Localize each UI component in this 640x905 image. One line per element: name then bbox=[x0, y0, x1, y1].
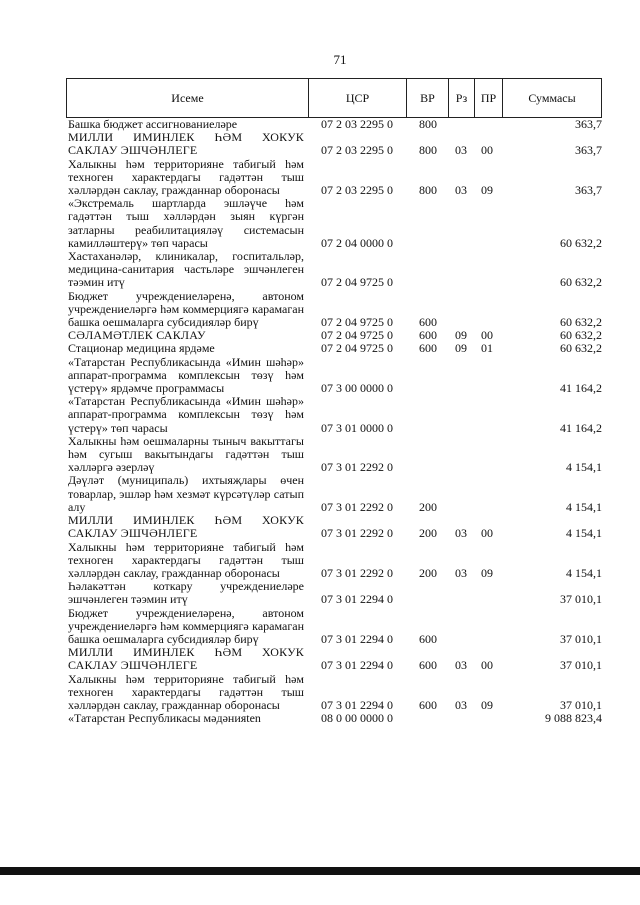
row-pr: 00 bbox=[481, 658, 493, 673]
table-row bbox=[68, 580, 602, 606]
row-name: «Татарстан Республикасында «Имин шәһәр» аппарат-программа комплексын төзү һәм үстерү» ярдәмче программасы bbox=[68, 354, 304, 396]
row-sum: 41 164,2 bbox=[560, 381, 602, 396]
row-pr: 09 bbox=[481, 183, 493, 198]
row-csr: 08 0 00 0000 0 bbox=[321, 711, 393, 726]
row-pr: 00 bbox=[481, 328, 493, 343]
row-sum: 37 010,1 bbox=[560, 658, 602, 673]
column-header-sum: Суммасы bbox=[528, 90, 576, 105]
row-sum: 41 164,2 bbox=[560, 420, 602, 435]
row-rz: 03 bbox=[455, 183, 467, 198]
row-sum: 60 632,2 bbox=[560, 341, 602, 356]
row-name: Бюджет учреждениеләренә, автоном учреждениеләргә һәм коммерциягә карамаган башка оешмаларга субсидияләр бирү bbox=[68, 605, 304, 646]
table-row bbox=[68, 395, 602, 435]
row-sum: 363,7 bbox=[575, 183, 602, 198]
row-sum: 37 010,1 bbox=[560, 631, 602, 646]
row-sum: 4 154,1 bbox=[566, 499, 602, 514]
row-name: Бюджет учреждениеләренә, автоном учреждениеләргә һәм коммерциягә карамаган башка оешмаларга субсидияләр бирү bbox=[68, 288, 304, 330]
table-row bbox=[68, 131, 602, 157]
row-sum: 9 088 823,4 bbox=[545, 711, 602, 726]
row-csr: 07 3 01 2294 0 bbox=[321, 658, 393, 673]
row-name: МИЛЛИ ИМИНЛЕК ҺӘМ ХОКУК САКЛАУ ЭШЧӘНЛЕГЕ bbox=[68, 645, 304, 673]
table-row bbox=[68, 712, 602, 725]
scan-edge-bar bbox=[0, 867, 640, 875]
row-sum: 363,7 bbox=[575, 143, 602, 158]
table-row bbox=[68, 158, 602, 198]
row-vr: 200 bbox=[419, 526, 437, 541]
row-name: «Экстремаль шартларда эшләүче һәм гадәттән тыш хәлләрдән зыян күргән затларны реабилитацияләү системасын камилләштерү» төп чарасы bbox=[68, 196, 304, 250]
row-sum: 363,7 bbox=[575, 117, 602, 131]
row-sum: 60 632,2 bbox=[560, 315, 602, 330]
column-header-csr: ЦСР bbox=[309, 79, 407, 117]
row-vr: 800 bbox=[419, 183, 437, 198]
row-pr: 09 bbox=[481, 565, 493, 580]
row-csr: 07 2 03 2295 0 bbox=[321, 117, 393, 131]
row-name: Халыкны һәм территорияне табигый һәм техноген характердагы гадәттән тыш хәлләрдән саклау, гражданнар оборонасы bbox=[68, 671, 304, 712]
row-csr: 07 3 01 2292 0 bbox=[321, 499, 393, 514]
row-vr: 600 bbox=[419, 697, 437, 712]
table-row bbox=[68, 646, 602, 672]
row-csr: 07 2 03 2295 0 bbox=[321, 183, 393, 198]
row-csr: 07 3 01 2292 0 bbox=[321, 460, 393, 475]
row-rz: 03 bbox=[455, 526, 467, 541]
row-csr: 07 2 04 9725 0 bbox=[321, 341, 393, 356]
row-name: Халыкны һәм территорияне табигый һәм техноген характердагы гадәттән тыш хәлләрдән саклау, гражданнар оборонасы bbox=[68, 156, 304, 198]
row-vr: 600 bbox=[419, 328, 437, 343]
row-csr: 07 3 01 2294 0 bbox=[321, 697, 393, 712]
row-csr: 07 2 04 9725 0 bbox=[321, 328, 393, 343]
table-row bbox=[68, 541, 602, 581]
row-vr: 600 bbox=[419, 315, 437, 330]
row-name: Халыкны һәм территорияне табигый һәм техноген характердагы гадәттән тыш хәлләрдән саклау, гражданнар оборонасы bbox=[68, 539, 304, 580]
row-vr: 600 bbox=[419, 658, 437, 673]
row-csr: 07 3 01 2294 0 bbox=[321, 631, 393, 646]
row-rz: 03 bbox=[455, 143, 467, 158]
row-sum: 60 632,2 bbox=[560, 275, 602, 290]
row-csr: 07 3 01 0000 0 bbox=[321, 420, 393, 435]
row-pr: 01 bbox=[481, 341, 493, 356]
row-sum: 4 154,1 bbox=[566, 526, 602, 541]
column-header-rz: Рз bbox=[449, 79, 475, 117]
table-row bbox=[68, 197, 602, 250]
row-csr: 07 2 03 2295 0 bbox=[321, 143, 393, 158]
row-name: Һәлакәттән коткару учреждениеләре эшчәнлеген тәэмин итү bbox=[68, 579, 304, 607]
page-number: 71 bbox=[333, 52, 347, 67]
row-rz: 03 bbox=[455, 658, 467, 673]
row-name: МИЛЛИ ИМИНЛЕК ҺӘМ ХОКУК САКЛАУ ЭШЧӘНЛЕГЕ bbox=[68, 513, 304, 541]
table-row bbox=[68, 514, 602, 540]
row-rz: 03 bbox=[455, 565, 467, 580]
row-csr: 07 3 01 2292 0 bbox=[321, 565, 393, 580]
column-header-pr: ПР bbox=[475, 79, 503, 117]
row-vr: 600 bbox=[419, 341, 437, 356]
column-header-name: Исеме bbox=[67, 79, 309, 117]
table-body bbox=[68, 118, 602, 725]
column-header-vr: ВР bbox=[407, 79, 449, 117]
row-csr: 07 2 04 9725 0 bbox=[321, 315, 393, 330]
row-csr: 07 3 01 2292 0 bbox=[321, 526, 393, 541]
row-rz: 09 bbox=[455, 341, 467, 356]
table-row bbox=[68, 342, 602, 355]
row-name: СӘЛАМӘТЛЕК САКЛАУ bbox=[68, 328, 206, 343]
row-pr: 00 bbox=[481, 526, 493, 541]
table-row bbox=[68, 250, 602, 290]
row-pr: 00 bbox=[481, 143, 493, 158]
row-rz: 03 bbox=[455, 697, 467, 712]
row-name: «Татарстан Республикасы мәдәнияten bbox=[68, 711, 261, 726]
table-row bbox=[68, 474, 602, 514]
row-name: МИЛЛИ ИМИНЛЕК ҺӘМ ХОКУК САКЛАУ ЭШЧӘНЛЕГЕ bbox=[68, 130, 304, 158]
row-csr: 07 2 04 0000 0 bbox=[321, 235, 393, 250]
table-row bbox=[68, 290, 602, 330]
table-row bbox=[68, 607, 602, 647]
row-sum: 60 632,2 bbox=[560, 328, 602, 343]
row-csr: 07 2 04 9725 0 bbox=[321, 275, 393, 290]
table-row bbox=[68, 435, 602, 475]
table-row bbox=[68, 356, 602, 396]
row-name: Башка бюджет ассигнованиеләре bbox=[68, 117, 238, 131]
row-vr: 200 bbox=[419, 499, 437, 514]
row-csr: 07 3 01 2294 0 bbox=[321, 592, 393, 607]
row-sum: 37 010,1 bbox=[560, 592, 602, 607]
row-vr: 200 bbox=[419, 565, 437, 580]
row-pr: 09 bbox=[481, 697, 493, 712]
row-sum: 60 632,2 bbox=[560, 235, 602, 250]
table-row bbox=[68, 673, 602, 713]
row-vr: 800 bbox=[419, 117, 437, 131]
row-vr: 600 bbox=[419, 631, 437, 646]
row-sum: 37 010,1 bbox=[560, 697, 602, 712]
row-name: «Татарстан Республикасында «Имин шәһәр» аппарат-программа комплексын төзү һәм үстерү» төп чарасы bbox=[68, 394, 304, 435]
table-header bbox=[66, 78, 602, 118]
row-name: Хастаханәләр, клиникалар, госпитальләр, медицина-санитария частьләре эшчәнлеген тәэмин итү bbox=[68, 249, 304, 290]
row-sum: 4 154,1 bbox=[566, 565, 602, 580]
row-name: Дәүләт (муниципаль) ихтыяҗлары өчен товарлар, эшләр һәм хезмәт күрсәтүләр сатып алу bbox=[68, 473, 304, 514]
row-vr: 800 bbox=[419, 143, 437, 158]
row-csr: 07 3 00 0000 0 bbox=[321, 381, 393, 396]
row-name: Стационар медицина ярдәме bbox=[68, 341, 215, 356]
row-sum: 4 154,1 bbox=[566, 460, 602, 475]
row-name: Халыкны һәм оешмаларны тыныч вакыттагы һәм сугыш вакытындагы гадәттән тыш хәлләргә әзерләү bbox=[68, 433, 304, 475]
row-rz: 09 bbox=[455, 328, 467, 343]
